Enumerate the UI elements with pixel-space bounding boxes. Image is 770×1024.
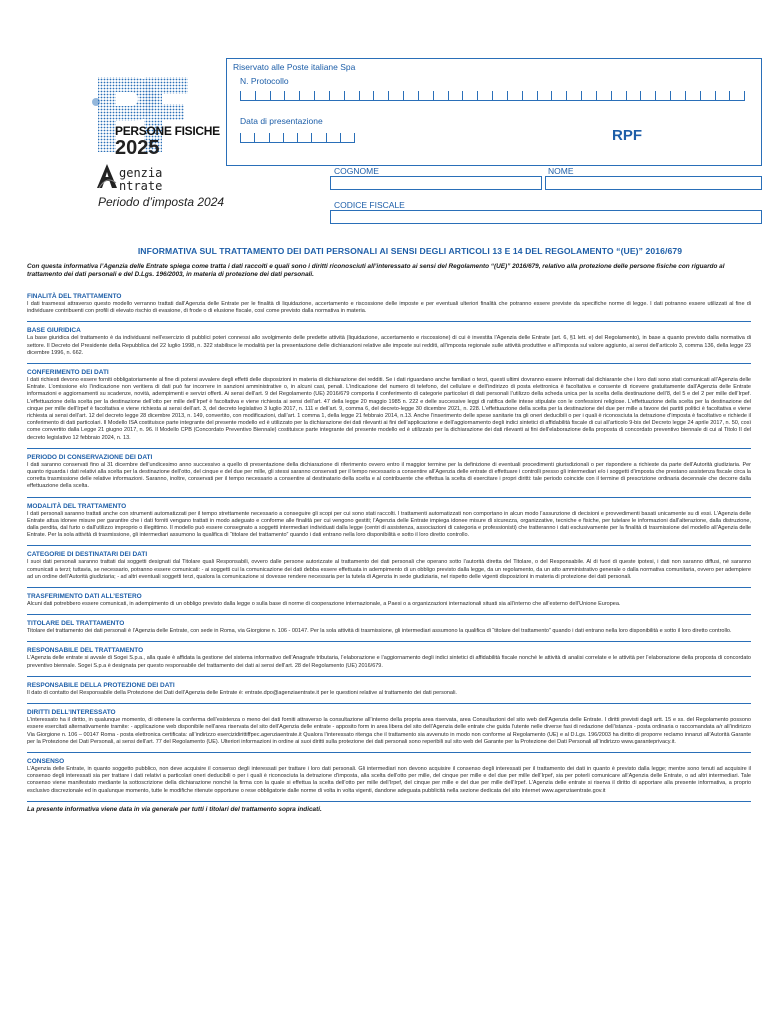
- char-cell: [596, 91, 611, 100]
- char-cell: [492, 91, 507, 100]
- section-divider: [27, 587, 751, 588]
- char-cell: [626, 91, 641, 100]
- section: [27, 619, 751, 635]
- char-cell: [269, 133, 283, 142]
- char-cell: [373, 91, 388, 100]
- reserved-label: Riservato alle Poste italiane Spa: [233, 62, 356, 72]
- section: [27, 453, 751, 491]
- section-divider: [27, 363, 751, 364]
- protocol-field[interactable]: [240, 91, 745, 101]
- section-title: CONSENSO: [27, 757, 65, 765]
- privacy-sections: [27, 292, 751, 813]
- char-cell: [670, 91, 685, 100]
- char-cell: [477, 91, 492, 100]
- section-text: La base giuridica del trattamento è da individuarsi nell’esercizio di pubblici poteri connessi allo svolgimento delle predette attività (liquidazione, accertamento e riscossione) di cui è investita l’Agenzia delle Entrate (art. 6, §1 lett. e) del Regolamento), in base a quanto previsto dalla normativa di settore. Il Decreto del Presidente della Repubblica del 22 luglio 1998, n. 322 stabilisce le modalità per la presentazione delle dichiarazioni relative alle imposte sui redditi, all’imposta regionale sulle attività produttive e all’imposta sul valore aggiunto, ai sensi dell’articolo 3, comma 136, della legge 23 dicembre 1996, n. 662.: [27, 335, 751, 356]
- surname-label: COGNOME: [334, 166, 379, 176]
- char-cell: [448, 91, 463, 100]
- char-cell: [715, 91, 730, 100]
- section-divider: [27, 676, 751, 677]
- char-cell: [537, 91, 552, 100]
- char-cell: [581, 91, 596, 100]
- section-text: Il dato di contatto del Responsabile della Protezione dei Dati dell’Agenzia delle Entrate è: entrate.dpo@agenziaentrate.it per le questioni relative al trattamento dei dati personali.: [27, 689, 457, 696]
- section: [27, 502, 751, 540]
- section-title: CONFERIMENTO DEI DATI: [27, 369, 109, 377]
- section-title: FINALITÀ DEL TRATTAMENTO: [27, 293, 122, 300]
- char-cell: [700, 91, 715, 100]
- tax-code-field[interactable]: [330, 210, 762, 224]
- char-cell: [566, 91, 581, 100]
- section-divider: [27, 321, 751, 322]
- section-divider: [27, 497, 751, 498]
- section-title: TITOLARE DEL TRATTAMENTO: [27, 620, 125, 628]
- char-cell: [240, 91, 255, 100]
- char-cell: [270, 91, 285, 100]
- char-cell: [522, 91, 537, 100]
- section-title: RESPONSABILE DEL TRATTAMENTO: [27, 647, 144, 655]
- submission-date-field[interactable]: [240, 133, 355, 143]
- char-cell: [314, 91, 329, 100]
- section-text: I dati saranno conservati fino al 31 dicembre dell’undicesimo anno successivo a quello di presentazione della dichiarazione di riferimento ovvero entro il maggior termine per la definizione di eventuali procedimenti giurisdizionali o per rispondere a richieste da parte dell’Autorità giudiziaria. Per quanto riguarda i dati relativi alla scelta per la destinazione dell’otto, del cinque e del due per mille, gli stessi saranno conservati per il tempo necessario a consentire all’Agenzia delle entrate di effettuare i controlli presso gli intermediari e/o i soggetti d’imposta che prestano assistenza fiscale circa la corretta trasmissione delle relative informazioni. Saranno, inoltre, conservati per il tempo necessario a consentire al destinatario della scelta e al contribuente che effettua la scelta di esercitare i propri diritti: tale periodo coincide con il termine di prescrizione ordinaria decennale che decorre dalla effettuazione della scelta.: [27, 461, 751, 490]
- char-cell: [344, 91, 359, 100]
- char-cell: [254, 133, 268, 142]
- char-cell: [388, 91, 403, 100]
- section-text: I dati trasmessi attraverso questo modello verranno trattati dall’Agenzia delle Entrate per le finalità di liquidazione, accertamento e riscossione delle imposte e per eventuali ulteriori finalità che potranno essere previste da specifiche norme di legge. I dati potranno essere utilizzati al fine di individuare contribuenti con profili di elevato rischio di evasione, di frode o di elusione fiscale, così come previsto dalla normativa in materia.: [27, 301, 751, 315]
- tax-code-label: CODICE FISCALE: [334, 200, 405, 210]
- char-cell: [255, 91, 270, 100]
- poste-reserved-box: [226, 58, 762, 166]
- section: [27, 646, 751, 669]
- char-cell: [640, 91, 655, 100]
- section-text: L’Agenzia delle Entrate, in quanto soggetto pubblico, non deve acquisire il consenso degli interessati per trattare i loro dati personali. Gli intermediari non devono acquisire il consenso degli interessati per il trattamento dei dati in quanto è previsto dalla legge; mentre sono tenuti ad acquisire il consenso degli interessati sia per trattare i dati relativi a particolari oneri deducibili o per i quali è riconosciuta la detrazione d’imposta, alla scelta dell’otto per mille, del cinque per mille e del due per mille dell’Irpef, sia per poterli comunicare all’Agenzia delle Entrate, o ad altri intermediari. Tale consenso viene manifestato mediante la sottoscrizione della dichiarazione nonché la firma con la quale si effettua la scelta dell’otto per mille dell’Irpef, del cinque per mille e del due per mille dell’Irpef. L’Agenzia delle entrate si riserva il diritto di apportare alla presente informativa, a proprio esclusivo discrezionale ed in qualunque momento, tutte le modifiche ritenute opportune o rese obbligatorie dalle norme di volta in volta vigenti, dandone adeguata pubblicità nella sezione dedicata del sito internet www.agenziaentrate.gov.it: [27, 765, 751, 794]
- section-text: Alcuni dati potrebbero essere comunicati, in adempimento di un obbligo previsto dalla legge o sulla base di norme di cooperazione internazionale, a Paesi o a organizzazioni internazionali situati sia all’interno che all’esterno dell’Unione Europea.: [27, 601, 621, 608]
- char-cell: [729, 91, 745, 100]
- section-title: PERIODO DI CONSERVAZIONE DEI DATI: [27, 453, 153, 461]
- char-cell: [611, 91, 626, 100]
- section-divider: [27, 614, 751, 615]
- section: [27, 592, 751, 608]
- section: [27, 708, 751, 746]
- section-divider: [27, 752, 751, 753]
- document-title: INFORMATIVA SUL TRATTAMENTO DEI DATI PERSONALI AI SENSI DEGLI ARTICOLI 13 E 14 DEL REGOLAMENTO “(UE)” 2016/679: [137, 246, 683, 256]
- section: [27, 368, 751, 442]
- char-cell: [462, 91, 477, 100]
- agency-name-line1: genzia: [119, 166, 163, 180]
- submission-date-label: Data di presentazione: [240, 116, 323, 126]
- char-cell: [326, 133, 340, 142]
- section-text: L’Agenzia delle entrate si avvale di Sogei S.p.a., alla quale è affidata la gestione del sistema informativo dell’Anagrafe tributaria, l’elaborazione e l’aggiornamento degli indici sintetici di affidabilità fiscale nonché le attività di analisi correlate e le attività per l’elaborazione della proposta di concordato preventivo biennale. Sogei S.p.a è designata per questo responsabile del trattamento dei dati ai sensi dell’art. 28 del Regolamento (UE) 2016/679.: [27, 655, 751, 669]
- model-code: RPF: [612, 127, 642, 144]
- section-text: Titolare del trattamento dei dati personali è l’Agenzia delle Entrate, con sede in Roma, via Giorgione n. 106 - 00147. Per la sola attività di trasmissione, gli intermediari assumono la qualifica di “titolare del trattamento” quando i dati entrano nella loro disponibilità e sotto il loro diretto controllo.: [27, 628, 732, 635]
- section: [27, 757, 751, 795]
- char-cell: [359, 91, 374, 100]
- section: [27, 292, 751, 315]
- section: [27, 550, 751, 581]
- char-cell: [283, 133, 297, 142]
- intro-paragraph: Con questa informativa l’Agenzia delle Entrate spiega come tratta i dati raccolti e quali sono i diritti riconosciuti all’interessato ai sensi del Regolamento “(UE)” 2016/679, relativo alla protezione delle persone fisiche con riguardo al trattamento dei dati personali e del D.Lgs. 196/2003, in materia di protezione dei dati personali.: [27, 263, 725, 279]
- char-cell: [655, 91, 670, 100]
- char-cell: [551, 91, 566, 100]
- char-cell: [240, 133, 254, 142]
- agenzia-entrate-logo-icon: [96, 163, 118, 189]
- char-cell: [340, 133, 355, 142]
- section-title: CATEGORIE DI DESTINATARI DEI DATI: [27, 551, 148, 559]
- section-text: I dati personali saranno trattati anche con strumenti automatizzati per il tempo strettamente necessario a conseguire gli scopi per cui sono stati raccolti. I trattamenti automatizzati non comportano in alcun modo l’assunzione di decisioni e provvedimenti basati unicamente su di essi. L’Agenzia delle Entrate attua idonee misure per garantire che i dati forniti vengano trattati in modo adeguato e conforme alle finalità per cui vengono gestiti; l’Agenzia delle Entrate impiega idonee misure di sicurezza, organizzative, tecniche e fisiche, per tutelare le informazioni dall’alterazione, dalla distruzione, dalla perdita, dal furto o dall’utilizzo improprio o illegittimo. Il modello può essere consegnato a soggetti intermediari individuati dalla legge (centri di assistenza, associazioni di categoria e professionisti) che tratteranno i dati esclusivamente per la finalità di trasmissione del modello all’Agenzia delle Entrate. Per la sola attività di trasmissione, gli intermediari assumono la qualifica di “titolare del trattamento” quando i dati entrano nella loro disponibilità e sotto il loro diretto controllo.: [27, 510, 751, 539]
- char-cell: [311, 133, 325, 142]
- section-title: TRASFERIMENTO DATI ALL’ESTERO: [27, 593, 142, 601]
- section-divider: [27, 801, 751, 802]
- char-cell: [685, 91, 700, 100]
- section-divider: [27, 448, 751, 449]
- char-cell: [507, 91, 522, 100]
- section-divider: [27, 641, 751, 642]
- char-cell: [297, 133, 311, 142]
- section: [27, 326, 751, 357]
- logo-year: 2025: [115, 137, 160, 159]
- char-cell: [284, 91, 299, 100]
- tax-period: Periodo d’imposta 2024: [98, 195, 225, 209]
- name-label: NOME: [548, 166, 574, 176]
- char-cell: [433, 91, 448, 100]
- surname-field[interactable]: [330, 176, 542, 190]
- agency-name-line2: ntrate: [119, 179, 163, 193]
- char-cell: [418, 91, 433, 100]
- closing-note: La presente informativa viene data in via generale per tutti i titolari del trattamento sopra indicati.: [27, 805, 322, 813]
- char-cell: [329, 91, 344, 100]
- section-text: I dati richiesti devono essere forniti obbligatoriamente al fine di potersi avvalere degli effetti delle disposizioni in materia di dichiarazione dei redditi. Se i dati riguardano anche familiari o terzi, questi ultimi dovranno essere informati dal dichiarante che i loro dati sono stati comunicati all’Agenzia delle Entrate. L’omissione e/o l’indicazione non veritiera di dati può far incorrere in sanzioni amministrative o, in alcuni casi, penali. L’indicazione del numero di telefono, del cellulare e dell’indirizzo di posta elettronica è facoltativa e consente di ricevere gratuitamente dall’Agenzia delle Entrate informazioni e aggiornamenti su scadenze, novità, adempimenti e servizi offerti. Ai sensi dell’art. 9 del Regolamento (UE) 2016/679 comporta il conferimento di categorie particolari di dati personali l’utilizzo della scheda unica per la scelta della destinazione dell’8, del 5 e del 2 per mille dell’Irpef. L’effettuazione della scelta per la destinazione dell’otto per mille dell’Irpef è facoltativa e viene richiesta ai sensi dell’art. 47 della legge 20 maggio 1985 n. 222 e delle successive leggi di ratifica delle intese stipulate con le confessioni religiose. L’effettuazione della scelta per la destinazione del cinque per mille dell’Irpef è facoltativa e viene richiesta ai sensi dell’art. 3, del decreto legislativo 3 luglio 2017, n. 111 e dell’art. 9, comma 6, del decreto-legge 30 dicembre 2021, n. 228. L’effettuazione della scelta per la destinazione del due per mille a favore dei partiti politici è facoltativa e viene richiesta ai sensi dell’art. 12 del decreto legge 28 dicembre 2013, n. 149, convertito, con modificazioni, dall’art. 1 comma 1, della legge 21 febbraio 2014, n.13. Anche l’inserimento delle spese sanitarie tra gli oneri deducibili o per i quali è riconosciuta la detrazione d’imposta è facoltativo e richiede il conferimento di dati particolari. Il Modello ISA costituisce parte integrante del presente modello ed è utilizzato per la dichiarazione dei dati rilevanti ai fini dell’applicazione e dell’aggiornamento degli indici sintetici di affidabilità fiscale di cui all’articolo 9-bis del Decreto legge 24 aprile 2017, n. 50, così come convertito dalla Legge 21 giugno 2017, n. 96. Il Modello CPB (Concordato Preventivo Biennale) costituisce parte integrante del presente modello ed è utilizzato per la dichiarazione dei dati rilevanti ai fini dell’elaborazione della proposta di concordato preventivo biennale di cui al Titolo II del decreto legislativo 12 febbraio 2024, n. 13.: [27, 377, 751, 441]
- protocol-label: N. Protocollo: [240, 76, 289, 86]
- section-title: DIRITTI DELL’INTERESSATO: [27, 709, 116, 717]
- logo-title: PERSONE FISICHE: [115, 124, 220, 138]
- section-text: L’interessato ha il diritto, in qualunque momento, di ottenere la conferma dell’esistenza o meno dei dati forniti attraverso la consultazione all’interno della propria area riservata, area Consultazioni del sito web dell’Agenzia delle Entrate. I diritti previsti dagli artt. 15 e ss. del Regolamento possono essere esercitati alternativamente tramite: - applicazione web disponibile nell’area riservata del sito dell’Agenzia delle entrate - apposito form in area libera del sito dell’Agenzia delle entrate che guida l’utente nelle diverse fasi di redazione dell’istanza - posta ordinaria o raccomandata a/r all’indirizzo Via Giorgione n. 106 – 00147 Roma - posta elettronica certificata: all’indirizzo esercizidirittiffpec.agenziaentrate.it Qualora l’interessato ritenga che il trattamento sia avvenuto in modo non conforme al Regolamento (UE) e al D.Lgs. 196/2003 ha diritto di proporre reclamo innanzi all’Autorità Garante per la Protezione dei Dati Personali, ai sensi dell’art. 77 del Regolamento (UE). Ulteriori informazioni in ordine ai suoi diritti sulla protezione dei dati personali sono reperibili sul sito web del Garante per la Protezione dei Dati Personali all’indirizzo www.garanteprivacy.it.: [27, 717, 751, 745]
- char-cell: [403, 91, 418, 100]
- section-title: BASE GIURIDICA: [27, 327, 81, 335]
- section-title: RESPONSABILE DELLA PROTEZIONE DEI DATI: [27, 681, 175, 689]
- section-divider: [27, 703, 751, 704]
- name-field[interactable]: [545, 176, 762, 190]
- section-text: I suoi dati personali saranno trattati dai soggetti designati dal Titolare quali Responsabili, ovvero dalle persone autorizzate al trattamento dei dati personali che operano sotto l’autorità diretta del Titolare, o del Responsabile. Al di fuori di queste ipotesi, i dati non saranno diffusi, né saranno comunicati a terzi; tuttavia, se necessario, potranno essere comunicati: - ai soggetti cui la comunicazione dei dati debba essere effettuata in adempimento di un obbligo previsto dalla legge, da un regolamento, da un atto amministrativo generale o dalla normativa comunitaria, ovvero per adempiere ad un ordine dell’Autorità giudiziaria; - ad altri eventuali soggetti terzi, qualora la comunicazione si dovesse rendere necessaria per la tutela di Agenzia in sede giudiziaria, nel rispetto delle vigenti disposizioni in materia di protezione dei dati personali.: [27, 559, 751, 580]
- char-cell: [299, 91, 314, 100]
- section-divider: [27, 545, 751, 546]
- section: [27, 681, 751, 697]
- section-title: MODALITÀ DEL TRATTAMENTO: [27, 502, 127, 510]
